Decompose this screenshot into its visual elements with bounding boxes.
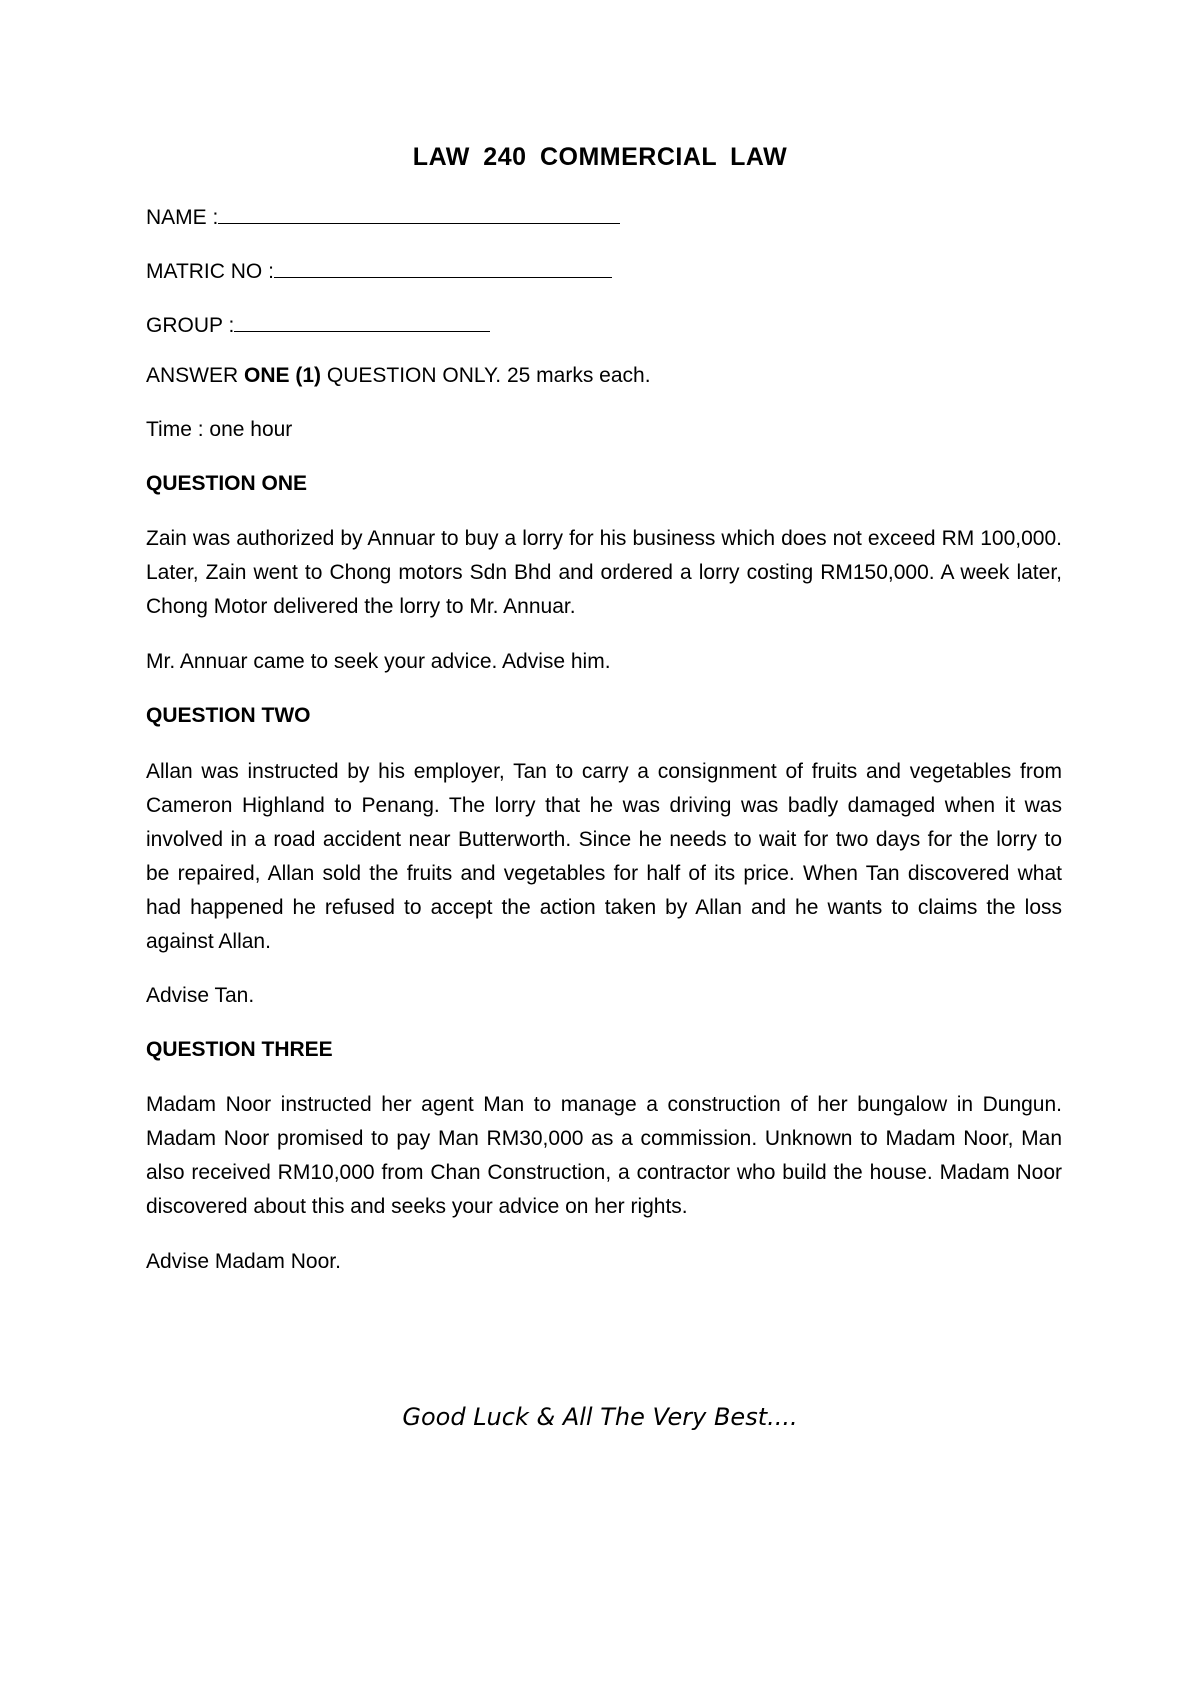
question-one-heading: QUESTION ONE [146, 472, 308, 495]
instructions [146, 364, 651, 388]
matric-blank-line [274, 255, 612, 278]
document-title: LAW 240 COMMERCIAL LAW [412, 143, 788, 171]
question-two-task: Advise Tan. [146, 984, 255, 1007]
question-one-body: Zain was authorized by Annuar to buy a lorry for his business which does not exceed RM 100,000. Later, Zain went to Chong motors Sdn Bhd and ordered a lorry costing RM150,000. A week later, Chong Motor delivered the lorry to Mr. Annuar. [146, 527, 1062, 618]
matric-label: MATRIC NO : [146, 260, 274, 283]
name-field [146, 201, 620, 230]
question-three-heading: QUESTION THREE [146, 1038, 333, 1061]
time-allowed: Time : one hour [146, 418, 293, 441]
question-three-task: Advise Madam Noor. [146, 1250, 341, 1273]
question-two-heading: QUESTION TWO [146, 704, 311, 727]
question-three-body: Madam Noor instructed her agent Man to manage a construction of her bungalow in Dungun. Madam Noor promised to pay Man RM30,000 as a commission. Unknown to Madam Noor, Man also received RM10,000 from Chan Construction, a contractor who build the house. Madam Noor discovered about this and seeks your advice on her rights. [146, 1093, 1062, 1218]
group-field [146, 309, 490, 338]
group-label: GROUP : [146, 314, 235, 337]
instructions-bold: ONE (1) [244, 364, 322, 387]
matric-field [146, 255, 612, 284]
instructions-text-1: ANSWER [146, 364, 245, 387]
instructions-text-2: QUESTION ONLY. 25 marks each. [321, 364, 651, 387]
name-blank-line [218, 201, 620, 224]
question-two-body: Allan was instructed by his employer, Tan to carry a consignment of fruits and vegetables from Cameron Highland to Penang. The lorry that he was driving was badly damaged when it was involved in a road accident near Butterworth. Since he needs to wait for two days for the lorry to be repaired, Allan sold the fruits and vegetables for half of its price. When Tan discovered what had happened he refused to accept the action taken by Allan and he wants to claims the loss against Allan. [146, 760, 1062, 953]
group-blank-line [234, 309, 490, 332]
closing-message: Good Luck & All The Very Best.... [402, 1403, 798, 1431]
question-one-task: Mr. Annuar came to seek your advice. Advise him. [146, 650, 611, 673]
name-label: NAME : [146, 206, 219, 229]
